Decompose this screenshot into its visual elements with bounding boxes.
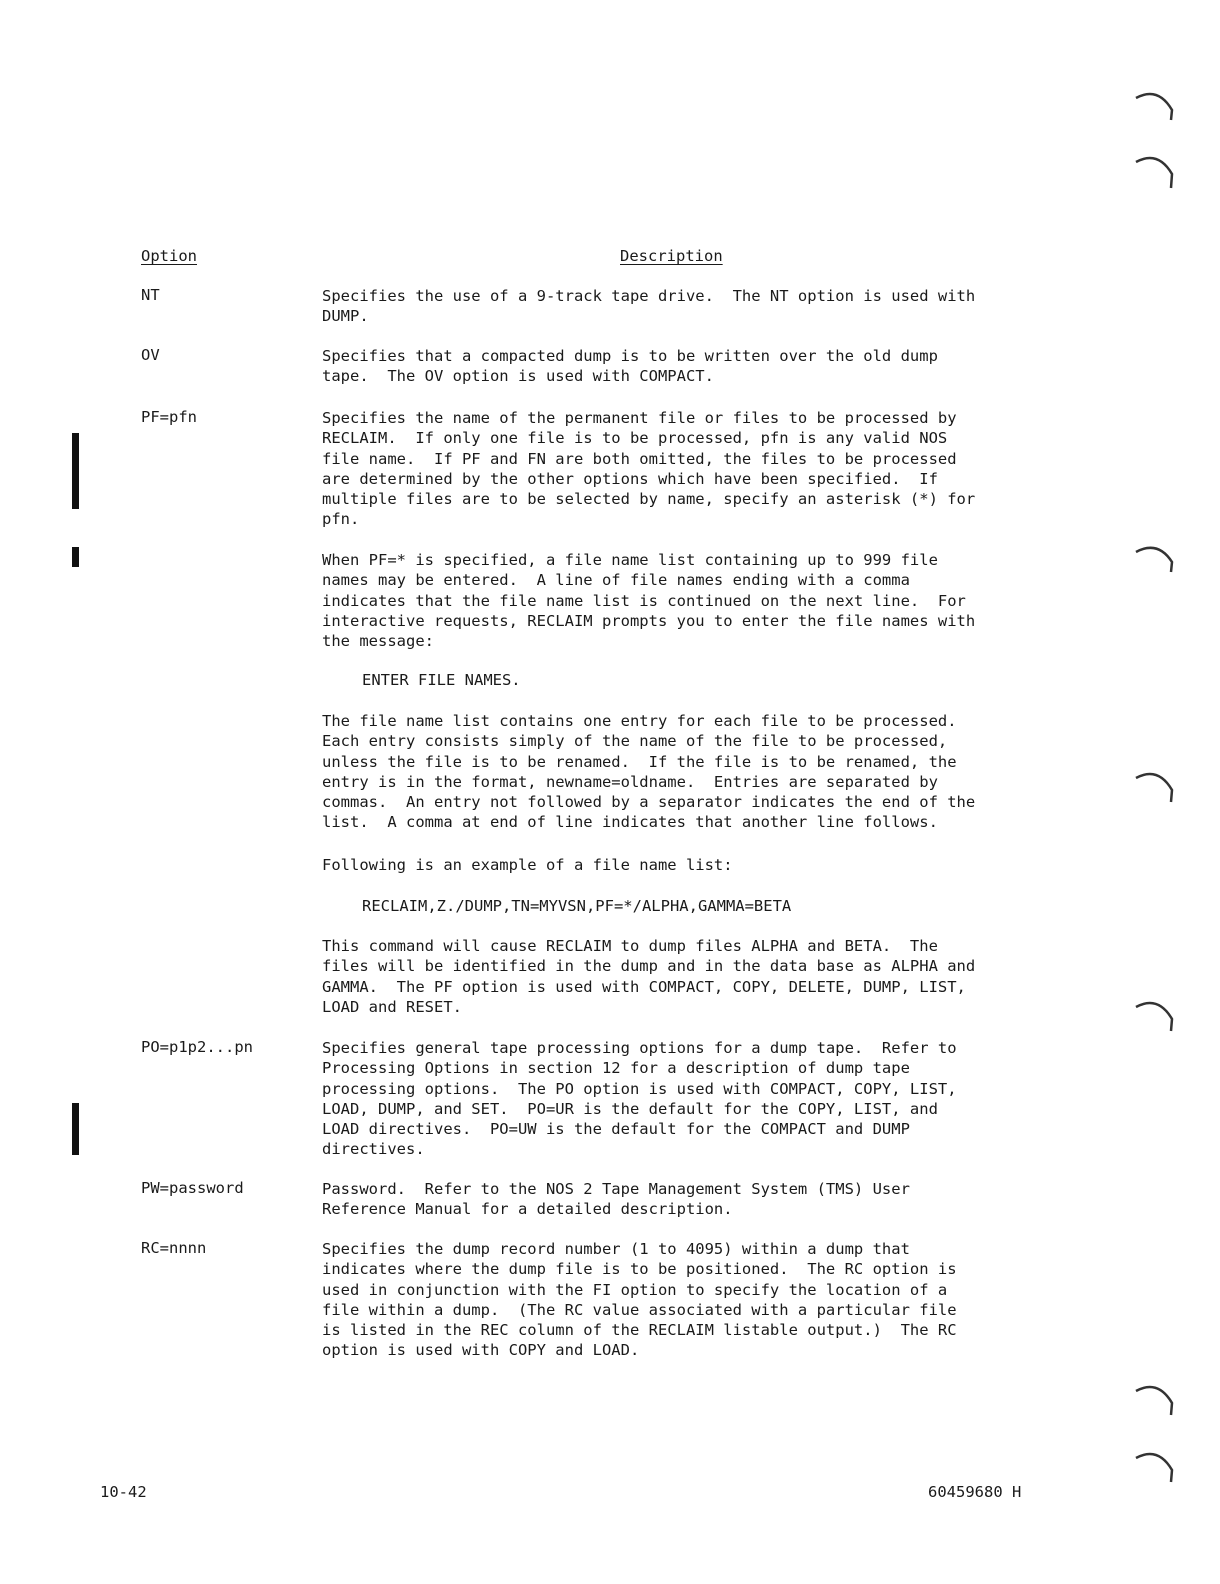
change-bar [72,433,79,509]
binder-hole-mark [1132,768,1182,808]
change-bar [72,547,79,567]
option-ov-description: Specifies that a compacted dump is to be written over the old dump tape. The OV option is used with COMPACT. [322,347,938,386]
option-ov: OV [141,346,160,364]
pf-list-paragraph: When PF=* is specified, a file name list containing up to 999 file names may be entered. A line of file names ending with a comma indicates that the file name list is continued on the next line. For interactive requests, RECLAIM prompts you to enter the file names with the message: [322,551,976,651]
option-pf-description: Specifies the name of the permanent file or files to be processed by RECLAIM. If only one file is to be processed, pfn is any valid NOS file name. If PF and FN are both omitted, the files to be processed are determined by the other options which have been specified. If multiple files are to be selected by name, specify an asterisk (*) for pfn. [322,409,976,529]
binder-hole-mark [1132,1381,1182,1423]
option-nt-description: Specifies the use of a 9-track tape drive. The NT option is used with DUMP. [322,287,976,326]
option-pw: PW=password [141,1179,244,1197]
binder-hole-mark [1132,88,1182,128]
document-number: 60459680 H [928,1483,1022,1501]
option-nt: NT [141,286,160,304]
example-intro: Following is an example of a file name list: [322,856,733,874]
pf-example-explanation: This command will cause RECLAIM to dump files ALPHA and BETA. The files will be identified in the dump and in the data base as ALPHA and GAMMA. The PF option is used with COMPACT, COPY, DELETE, DUMP, LIST, LOAD and RESET. [322,937,976,1016]
change-bar [72,1103,79,1155]
option-pf: PF=pfn [141,408,197,426]
description-column-header: Description [620,247,723,265]
binder-hole-mark [1132,540,1182,580]
option-rc: RC=nnnn [141,1239,207,1257]
option-column-header: Option [141,247,197,265]
binder-hole-mark [1132,150,1182,194]
page-number: 10-42 [100,1483,147,1501]
option-pw-description: Password. Refer to the NOS 2 Tape Management System (TMS) User Reference Manual for a detailed description. [322,1180,910,1219]
option-po-description: Specifies general tape processing options for a dump tape. Refer to Processing Options in section 12 for a description of dump tape processing options. The PO option is used with COMPACT, COPY, LIST, LOAD, DUMP, and SET. PO=UR is the default for the COPY, LIST, and LOAD directives. PO=UW is the default for the COMPACT and DUMP directives. [322,1039,957,1159]
binder-hole-mark [1132,995,1182,1037]
option-po: PO=p1p2...pn [141,1038,253,1056]
prompt-message-example: ENTER FILE NAMES. [362,671,521,689]
option-rc-description: Specifies the dump record number (1 to 4095) within a dump that indicates where the dump file is to be positioned. The RC option is used in conjunction with the FI option to specify the location of a file within a dump. (The RC value associated with a particular file is listed in the REC column of the RECLAIM listable output.) The RC option is used with COPY and LOAD. [322,1240,957,1360]
pf-format-paragraph: The file name list contains one entry for each file to be processed. Each entry consists simply of the name of the file to be processed, unless the file is to be renamed. If the file is to be renamed, the entry is in the format, newname=oldname. Entries are separated by commas. An entry not followed by a separator indicates the end of the list. A comma at end of line indicates that another line follows. [322,712,976,832]
binder-hole-mark [1132,1448,1182,1490]
command-example: RECLAIM,Z./DUMP,TN=MYVSN,PF=*/ALPHA,GAMMA=BETA [362,897,792,915]
